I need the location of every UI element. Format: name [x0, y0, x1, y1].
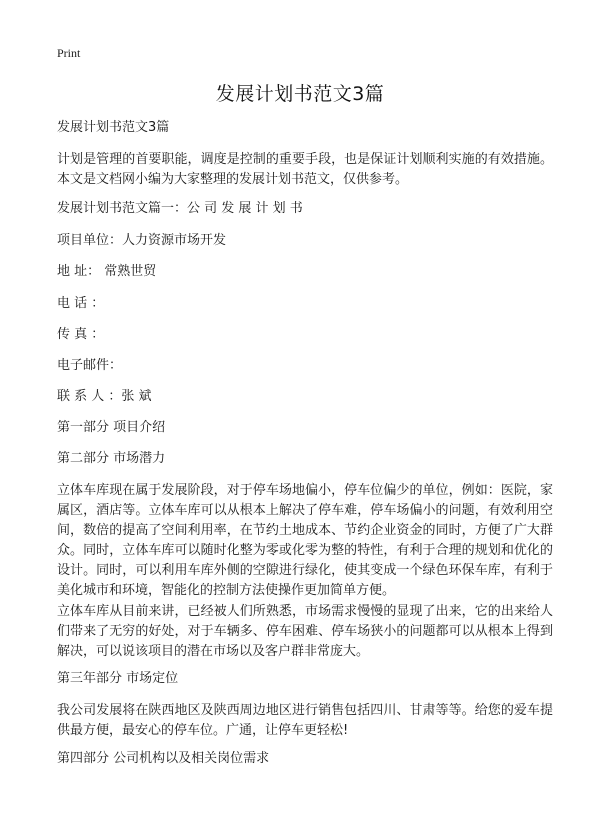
- market-positioning-paragraph: 我公司发展将在陕西地区及陕西周边地区进行销售包括四川、甘肃等等。给您的爱车提供最方便，最安心的停车位。广通，让停车更轻松!: [57, 703, 553, 738]
- print-label: Print: [57, 46, 81, 60]
- subtitle-line: 发展计划书范文3篇: [57, 120, 170, 135]
- intro-paragraph: 计划是管理的首要职能，调度是控制的重要手段，也是保证计划顺利实施的有效措施。本文是文档网小编为大家整理的发展计划书范文，仅供参考。: [57, 152, 553, 187]
- address-line: 地 址： 常熟世贸: [57, 264, 157, 279]
- contact-line: 联 系 人 ：张 斌: [57, 389, 152, 404]
- project-unit-line: 项目单位：人力资源市场开发: [57, 233, 227, 248]
- fax-line: 传 真 ：: [57, 327, 105, 342]
- part-2-heading: 第二部分 市场潜力: [57, 451, 166, 466]
- document-title: 发展计划书范文3篇: [215, 83, 385, 105]
- email-line: 电子邮件：: [57, 358, 123, 373]
- part-3-heading: 第三年部分 市场定位: [57, 671, 179, 686]
- section-heading-1: 发展计划书范文篇一：公 司 发 展 计 划 书: [57, 201, 303, 216]
- market-potential-paragraph: 立体车库现在属于发展阶段，对于停车场地偏小，停车位偏少的单位，例如：医院，家属区，酒店等。立体车库可以从根本上解决了停车难，停车场偏小的问题，有效利用空间，数倍的提高了空间利用率，在节约土地成本、节约企业资金的同时，方便了广大群众。同时，立体车库可以随时化整为零或化零为整的特性，有利于合理的规划和优化的设计。同时，可以利用车库外侧的空隙进行绿化，使其变成一个绿色环保车库，有利于美化城市和环境，智能化的控制方法使操作更加简单方便。: [57, 483, 553, 598]
- phone-line: 电 话 ：: [57, 296, 105, 311]
- part-1-heading: 第一部分 项目介绍: [57, 420, 166, 435]
- part-4-heading: 第四部分 公司机构以及相关岗位需求: [57, 751, 270, 766]
- market-demand-paragraph: 立体车库从目前来讲，已经被人们所熟悉，市场需求慢慢的显现了出来，它的出来给人们带来了无穷的好处，对于车辆多、停车困难、停车场狭小的问题都可以从根本上得到解决，可以说该项目的潜在市场以及客户群非常庞大。: [57, 604, 553, 659]
